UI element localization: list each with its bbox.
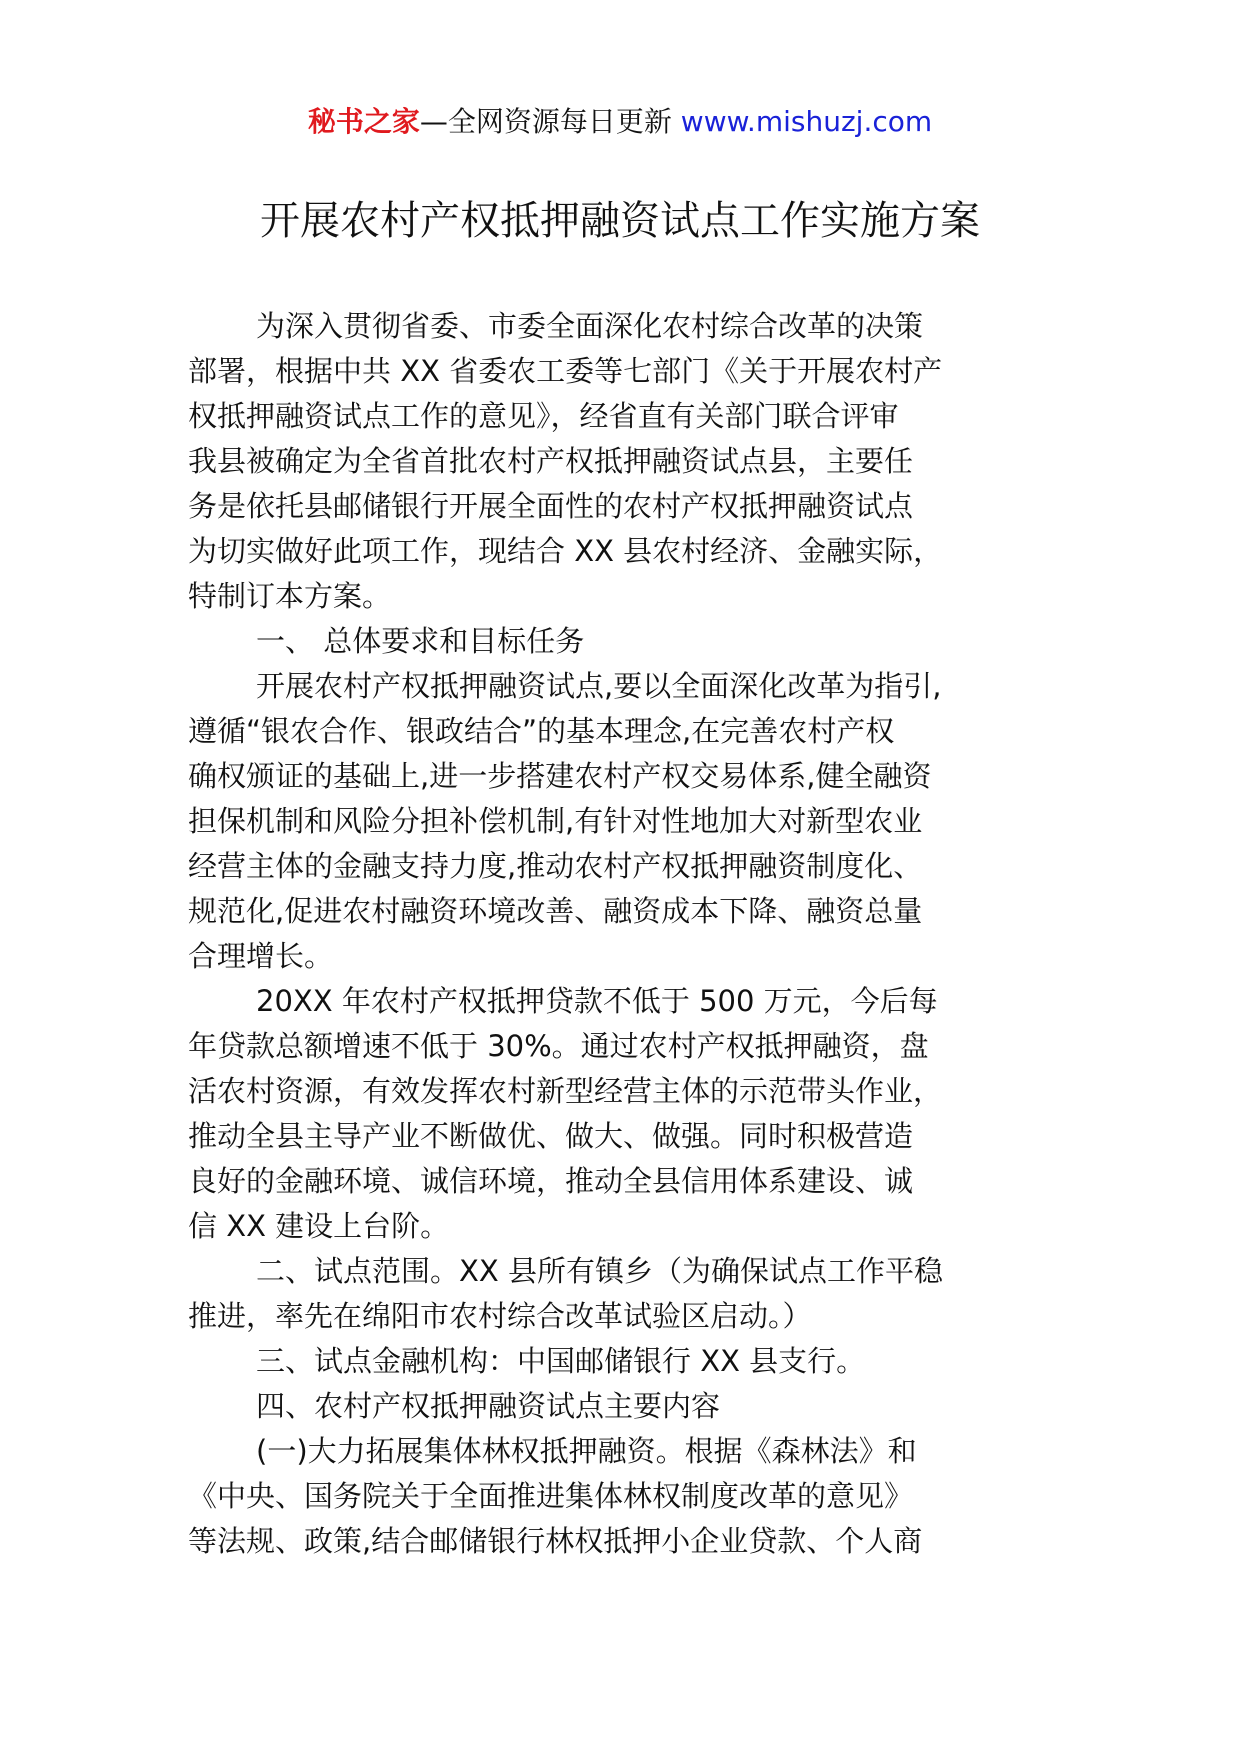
text-line: 良好的金融环境、诚信环境，推动全县信用体系建设、诚 [188, 1164, 914, 1198]
text-line: 等法规、政策,结合邮储银行林权抵押小企业贷款、个人商 [188, 1524, 923, 1558]
text-line: 《中央、国务院关于全面推进集体林权制度改革的意见》 [188, 1479, 914, 1513]
text-line: 推进，率先在绵阳市农村综合改革试验区启动。） [188, 1299, 812, 1333]
text-line: 权抵押融资试点工作的意见》，经省直有关部门联合评审 [188, 399, 899, 433]
text-line: 确权颁证的基础上,进一步搭建农村产权交易体系,健全融资 [188, 759, 932, 793]
text-line: 年贷款总额增速不低于 30%。通过农村产权抵押融资，盘 [188, 1029, 929, 1063]
text-line: 我县被确定为全省首批农村产权抵押融资试点县，主要任 [188, 444, 914, 478]
section-heading: 三、试点金融机构：中国邮储银行 XX 县支行。 [256, 1344, 866, 1378]
text-line: 经营主体的金融支持力度,推动农村产权抵押融资制度化、 [188, 849, 923, 883]
document-title: 开展农村产权抵押融资试点工作实施方案 [260, 198, 980, 244]
text-line: 为切实做好此项工作，现结合 XX 县农村经济、金融实际， [188, 534, 943, 568]
text-line: 务是依托县邮储银行开展全面性的农村产权抵押融资试点 [188, 489, 914, 523]
site-url-link[interactable]: www.mishuzj.com [680, 105, 933, 138]
text-line: 推动全县主导产业不断做优、做大、做强。同时积极营造 [188, 1119, 914, 1153]
section-heading: 二、试点范围。XX 县所有镇乡（为确保试点工作平稳 [256, 1254, 943, 1288]
text-line: 活农村资源，有效发挥农村新型经营主体的示范带头作业， [188, 1074, 943, 1108]
section-heading: 一、 总体要求和目标任务 [256, 624, 585, 658]
text-line: 为深入贯彻省委、市委全面深化农村综合改革的决策 [256, 309, 924, 343]
text-line: 担保机制和风险分担补偿机制,有针对性地加大对新型农业 [188, 804, 923, 838]
text-line: 规范化,促进农村融资环境改善、融资成本下降、融资总量 [188, 894, 923, 928]
section-heading: 四、农村产权抵押融资试点主要内容 [256, 1389, 721, 1423]
site-slogan: —全网资源每日更新 [419, 105, 672, 138]
text-line: 合理增长。 [188, 939, 334, 973]
document-body [188, 304, 1068, 1564]
text-line: 特制订本方案。 [188, 579, 392, 613]
text-line: 部署，根据中共 XX 省委农工委等七部门《关于开展农村产 [188, 354, 943, 388]
text-line: 信 XX 建设上台阶。 [188, 1209, 450, 1243]
text-line: 遵循“银农合作、银政结合”的基本理念,在完善农村产权 [188, 714, 895, 748]
site-brand: 秘书之家 [307, 105, 420, 138]
site-header [0, 100, 1240, 144]
text-line: 20XX 年农村产权抵押贷款不低于 500 万元，今后每 [256, 984, 938, 1018]
text-line: (一)大力拓展集体林权抵押融资。根据《森林法》和 [256, 1434, 917, 1468]
text-line: 开展农村产权抵押融资试点,要以全面深化改革为指引, [256, 669, 942, 703]
